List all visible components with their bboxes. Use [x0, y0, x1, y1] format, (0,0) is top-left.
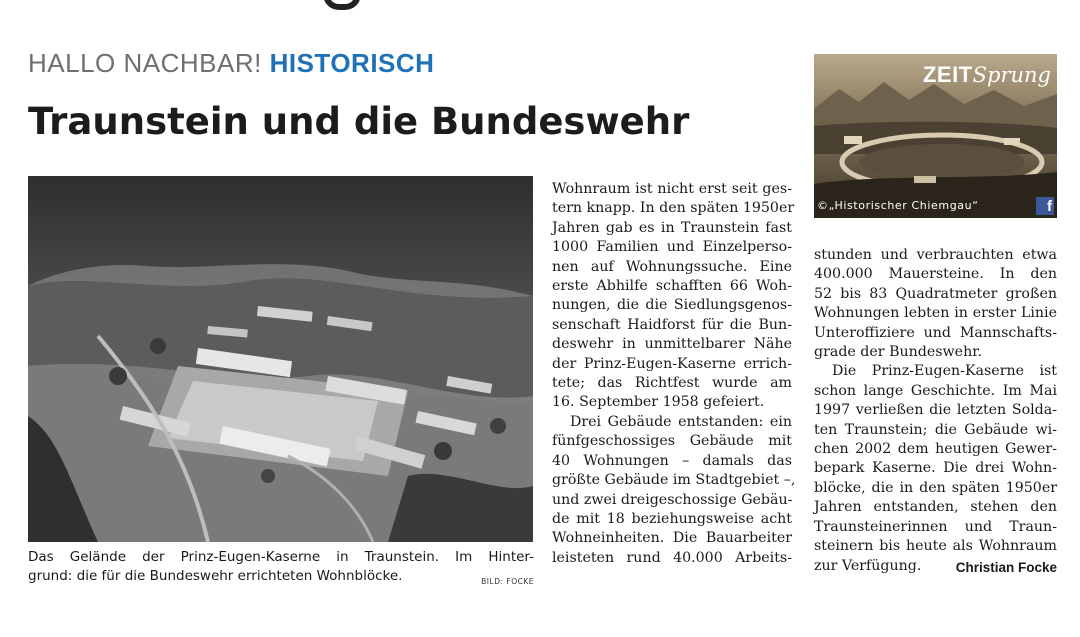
text-line: 16. September 1958 gefeiert.: [552, 394, 765, 411]
text-line: zur Verfügung.: [814, 557, 922, 574]
text-line: Unteroffiziere und Mannschafts-: [814, 324, 1057, 341]
text-line: der Prinz-Eugen-Kaserne errich-: [552, 355, 792, 372]
kicker-prefix: HALLO NACHBAR!: [28, 48, 262, 78]
zeitsprung-title-zeit: ZEIT: [922, 62, 973, 87]
last-line: [814, 557, 1057, 576]
text-line: 1000 Familien und Einzelperso-: [552, 239, 792, 256]
text-line: und zwei dreigeschossige Gebäu-: [552, 491, 793, 508]
text-line: Traunsteinerinnen und Traun-: [814, 518, 1057, 535]
text-line: erste Abhilfe schafften 66 Woh-: [552, 278, 792, 295]
text-line: nungen, die die Siedlungsgenos-: [552, 297, 792, 314]
article-headline: Traunstein und die Bundeswehr: [28, 100, 690, 143]
article-column-3: [814, 246, 1057, 577]
text-line: blöcke, die in den späten 1950er: [814, 479, 1057, 496]
text-line: ten Traunstein; die Gebäude wi-: [814, 421, 1057, 438]
photo-credit: BILD: FOCKE: [481, 577, 534, 586]
text-line: bepark Kaserne. Die drei Wohn-: [814, 460, 1057, 477]
text-line: 52 bis 83 Quadratmeter großen: [814, 285, 1057, 302]
article-column-2: [552, 180, 796, 568]
text-line: größte Gebäude im Stadtgebiet –,: [552, 472, 796, 489]
photo-caption: [28, 548, 534, 586]
text-line: leisteten rund 40.000 Arbeits-: [552, 549, 792, 566]
zeitsprung-title: [923, 62, 1051, 88]
text-line: deswehr in unmittelbarer Nähe: [552, 336, 792, 353]
kaserne-aerial-photo: [28, 176, 533, 542]
text-line: schon lange Geschichte. Im Mai: [814, 382, 1057, 399]
text-line: de mit 18 beziehungsweise acht: [552, 510, 792, 527]
facebook-icon[interactable]: f: [1036, 197, 1054, 215]
zeitsprung-title-sprung: Sprung: [972, 63, 1051, 87]
masthead-glyph-fragment: [323, 0, 361, 10]
zeitsprung-logo-image: [814, 54, 1057, 218]
caption-line: [28, 567, 534, 586]
zeitsprung-copyright: ©„Historischer Chiemgau“: [817, 199, 979, 212]
text-line: Wohnraum ist nicht erst seit ges-: [552, 181, 792, 197]
text-line: grade der Bundeswehr.: [814, 344, 982, 361]
text-line: 400.000 Mauersteine. In den: [814, 266, 1057, 283]
article-author: Christian Focke: [955, 559, 1057, 575]
section-kicker: [28, 48, 434, 79]
text-line: senschaft Haidforst für die Bun-: [552, 316, 792, 333]
text-line: chen 2002 dem heutigen Gewer-: [814, 441, 1057, 458]
text-line: Jahren gab es in Traunstein fast: [552, 219, 792, 236]
text-line: fünfgeschossiges Gebäude mit: [552, 433, 792, 450]
text-line: tern knapp. In den späten 1950er: [552, 200, 795, 217]
text-line: steinern bis heute als Wohnraum: [814, 538, 1057, 555]
caption-line-text: grund: die für die Bundeswehr errichteten Wohnblöcke.: [28, 568, 403, 584]
text-line: Wohneinheiten. Die Bauarbeiter: [552, 530, 792, 547]
caption-line: Das Gelände der Prinz-Eugen-Kaserne in Traunstein. Im Hinter-: [28, 549, 534, 565]
text-line: tete; das Richtfest wurde am: [552, 375, 792, 392]
kicker-section: HISTORISCH: [269, 48, 435, 78]
text-line: 1997 verließen die letzten Solda-: [814, 402, 1057, 419]
text-line: 40 Wohnungen – damals das: [552, 452, 792, 469]
text-line: Drei Gebäude entstanden: ein: [570, 413, 792, 430]
text-line: Jahren entstanden, stehen den: [814, 499, 1057, 516]
text-line: nen auf Wohnungssuche. Eine: [552, 258, 792, 275]
text-line: Die Prinz-Eugen-Kaserne ist: [832, 363, 1057, 380]
text-line: stunden und verbrauchten etwa: [814, 247, 1057, 263]
text-line: Wohnungen lebten in erster Linie: [814, 305, 1057, 322]
